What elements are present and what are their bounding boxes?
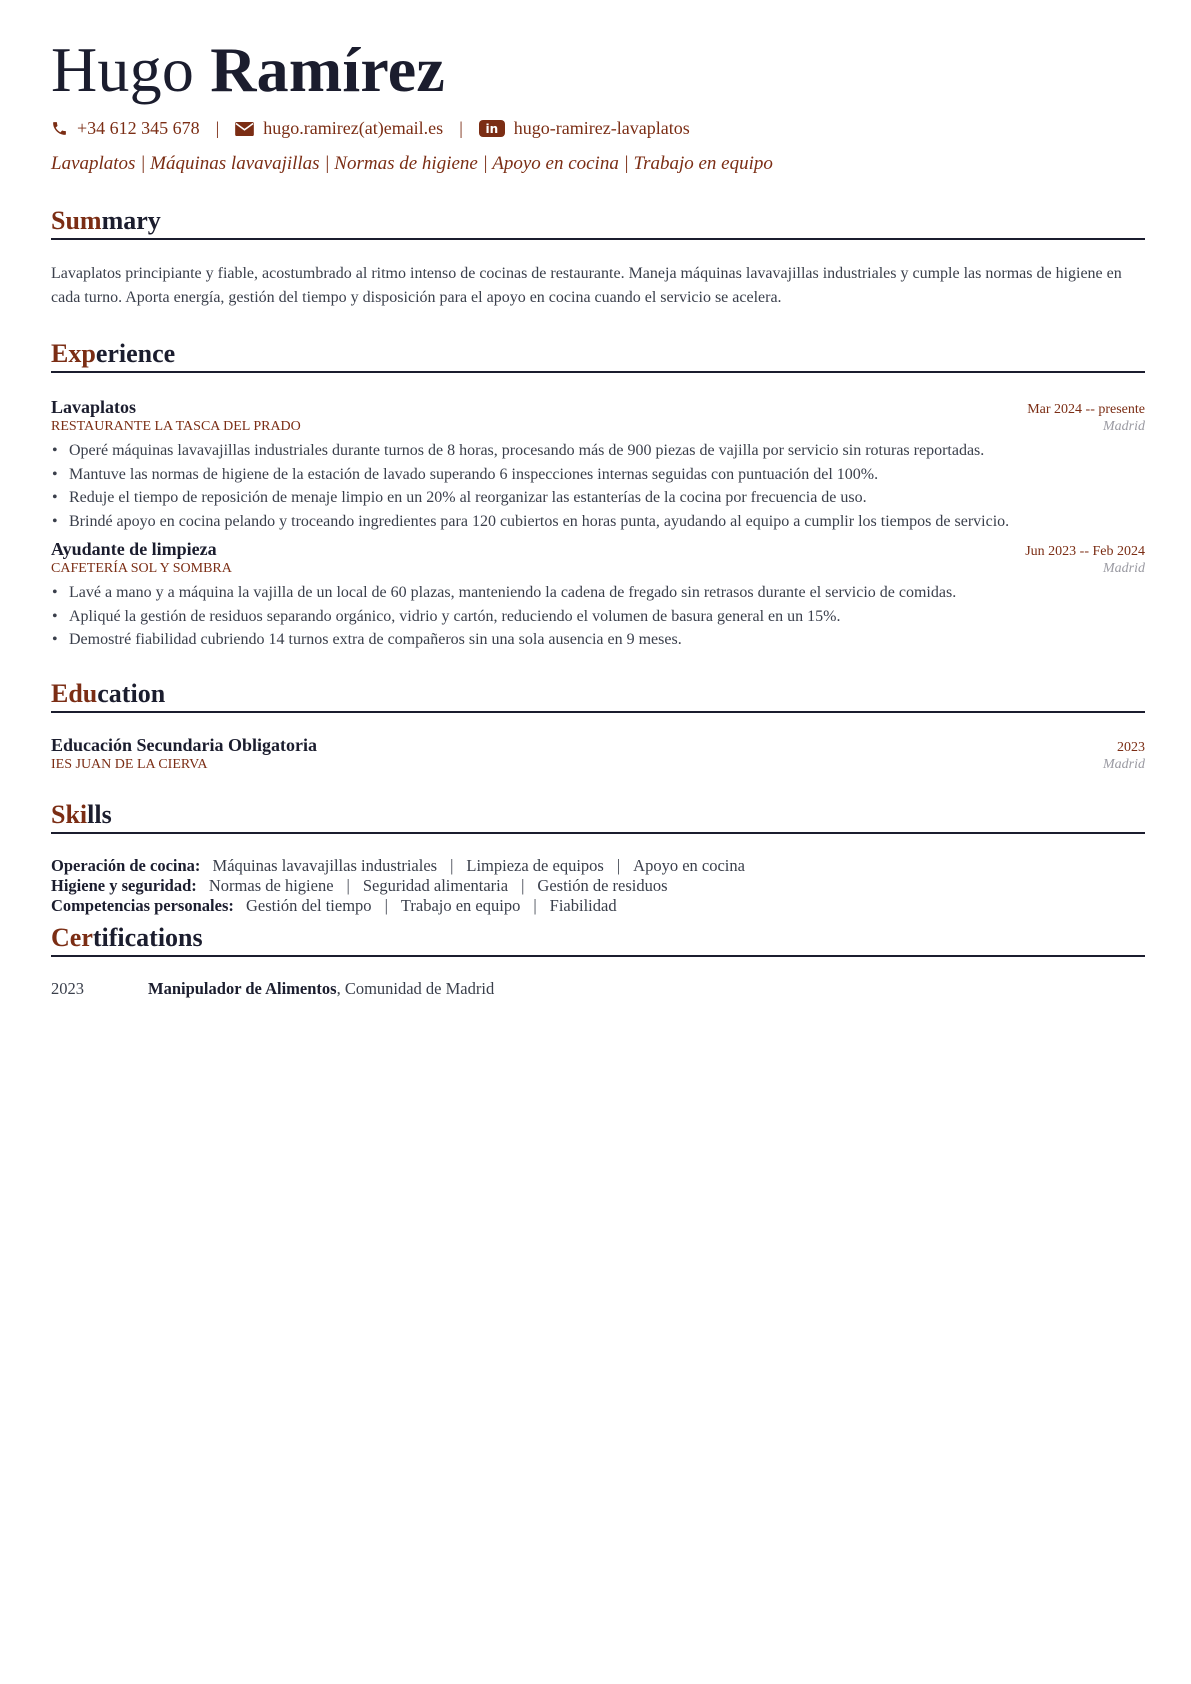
skill-separator: | [346, 876, 350, 896]
skill-category: Competencias personales: [51, 896, 234, 916]
skill-separator: | [521, 876, 525, 896]
heading-rest: tifications [92, 923, 203, 953]
education-location: Madrid [1103, 757, 1145, 773]
skill-separator: | [450, 856, 454, 876]
job-location: Madrid [1103, 419, 1145, 435]
skill-item: Seguridad alimentaria [362, 876, 509, 896]
skill-item: Fiabilidad [549, 896, 617, 916]
education-entry [51, 735, 1145, 773]
certification-entry [51, 979, 1145, 999]
skill-item: Normas de higiene [208, 876, 334, 896]
skill-item: Trabajo en equipo [400, 896, 521, 916]
job-bullets [51, 439, 1145, 533]
heading-accent: Edu [51, 678, 98, 708]
heading-rest: mary [101, 206, 161, 235]
last-name: Ramírez [210, 34, 446, 105]
phone-number: +34 612 345 678 [77, 118, 200, 138]
contact-separator: | [459, 118, 463, 138]
heading-accent: Ski [51, 800, 88, 830]
list-item: • Apliqué la gestión de residuos separando orgánico, vidrio y cartón, reduciendo el volumen de basura general en un 15%. [51, 605, 1145, 629]
skill-row [51, 896, 1145, 916]
skill-category: Operación de cocina: [51, 856, 201, 876]
email-contact[interactable] [235, 118, 443, 139]
heading-rest: erience [95, 339, 176, 369]
company-name: RESTAURANTE LA TASCA DEL PRADO [51, 419, 301, 435]
certification-name: Manipulador de Alimentos [148, 979, 337, 999]
job-dates: Mar 2024 -- presente [1027, 402, 1145, 418]
list-item: • Brindé apoyo en cocina pelando y troceando ingredientes para 120 cubiertos en horas punta, ayudando al equipo a cumplir los tiempos de servicio. [51, 510, 1145, 534]
skill-row [51, 856, 1145, 876]
certification-year: 2023 [51, 979, 84, 999]
skill-row [51, 876, 1145, 896]
degree-name: Educación Secundaria Obligatoria [51, 735, 318, 756]
list-item: • Lavé a mano y a máquina la vajilla de un local de 60 plazas, manteniendo la cadena de fregado sin retrasos durante el servicio de comidas. [51, 581, 1145, 605]
candidate-name [51, 34, 1145, 105]
list-item: • Demostré fiabilidad cubriendo 14 turnos extra de compañeros sin una sola ausencia en 9 meses. [51, 628, 1145, 652]
linkedin-icon: in [479, 120, 505, 137]
linkedin-contact[interactable] [479, 118, 690, 139]
skill-category: Higiene y seguridad: [51, 876, 197, 896]
skills-list [51, 856, 1145, 916]
list-item: • Operé máquinas lavavajillas industriales durante turnos de 8 horas, procesando más de 900 piezas de vajilla por servicio sin roturas reportadas. [51, 439, 1145, 463]
heading-accent: Exp [51, 339, 96, 369]
skill-separator: | [384, 896, 388, 916]
email-address: hugo.ramirez(at)email.es [263, 118, 444, 138]
list-item: • Mantuve las normas de higiene de la estación de lavado superando 6 inspecciones internas seguidas con puntuación del 100%. [51, 463, 1145, 487]
phone-contact[interactable] [51, 118, 200, 139]
tagline: Lavaplatos | Máquinas lavavajillas | Normas de higiene | Apoyo en cocina | Trabajo en equipo [51, 153, 773, 174]
job-title: Ayudante de limpieza [51, 539, 217, 560]
skill-separator: | [616, 856, 621, 876]
skills-heading [51, 799, 1145, 834]
job-entry [51, 397, 1145, 533]
list-item: • Reduje el tiempo de reposición de menaje limpio en un 20% al reorganizar las estanterías de la cocina por frecuencia de uso. [51, 486, 1145, 510]
job-bullets [51, 581, 1145, 652]
job-title: Lavaplatos [51, 397, 137, 418]
linkedin-handle: hugo-ramirez-lavaplatos [513, 118, 690, 138]
job-entry [51, 539, 1145, 652]
certification-issuer: , Comunidad de Madrid [336, 979, 495, 999]
skill-item: Gestión del tiempo [245, 896, 372, 916]
job-dates: Jun 2023 -- Feb 2024 [1025, 544, 1145, 560]
heading-accent: Sum [51, 206, 102, 235]
certifications-heading [51, 922, 1145, 957]
skill-item: Apoyo en cocina [633, 856, 745, 876]
resume-content [51, 34, 1145, 999]
company-name: CAFETERÍA SOL Y SOMBRA [51, 561, 232, 577]
summary-text: Lavaplatos principiante y fiable, acostumbrado al ritmo intenso de cocinas de restaurante. Maneja máquinas lavavajillas industriales y cumple las normas de higiene en cada turno. Aporta energía, gestión del tiempo y disposición para el apoyo en cocina cuando el servicio se acelera. [51, 265, 1122, 307]
skill-separator: | [533, 896, 537, 916]
skill-item: Limpieza de equipos [466, 856, 604, 876]
first-name: Hugo [51, 34, 195, 105]
school-name: IES JUAN DE LA CIERVA [51, 757, 208, 773]
heading-rest: cation [97, 678, 166, 708]
contact-line [51, 118, 1145, 139]
skill-item: Gestión de residuos [537, 876, 668, 896]
contact-separator: | [215, 118, 220, 138]
heading-rest: lls [87, 800, 112, 830]
job-location: Madrid [1103, 561, 1145, 577]
experience-heading [51, 338, 1145, 373]
phone-icon [51, 120, 68, 137]
skill-item: Máquinas lavavajillas industriales [212, 856, 438, 876]
heading-accent: Cer [51, 923, 93, 953]
summary-heading [51, 205, 1145, 240]
education-year: 2023 [1117, 740, 1145, 756]
mail-icon [235, 122, 254, 136]
education-heading [51, 678, 1145, 713]
